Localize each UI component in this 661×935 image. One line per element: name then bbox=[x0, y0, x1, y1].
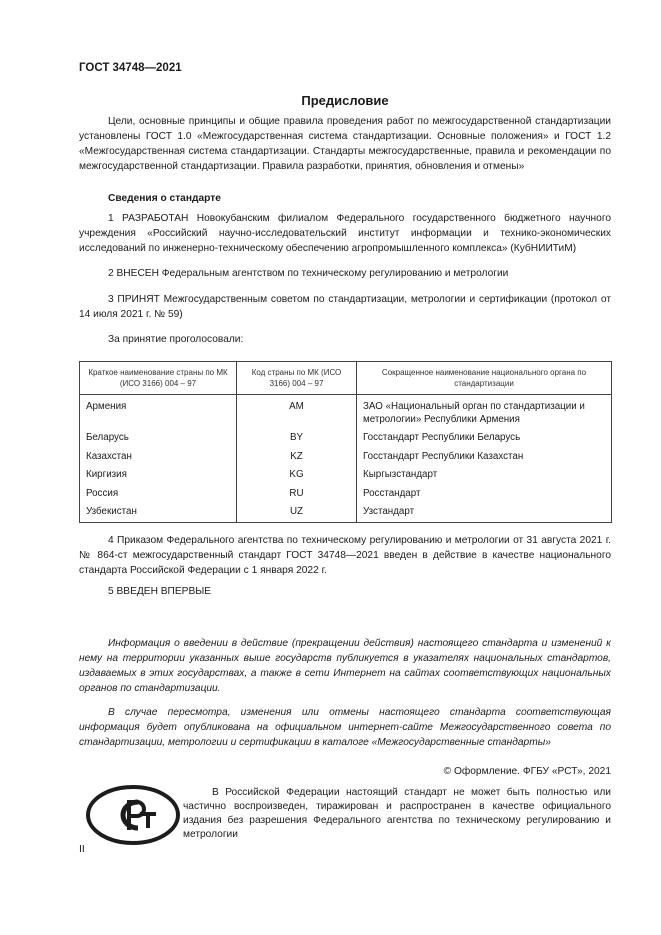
country-code: UZ bbox=[237, 503, 357, 522]
vote-table bbox=[79, 361, 612, 523]
country-code: BY bbox=[237, 429, 357, 448]
country-code: AM bbox=[237, 395, 357, 430]
header-country: Краткое наименование страны по МК (ИСО 3166) 004 – 97 bbox=[80, 362, 237, 395]
table-row bbox=[80, 448, 612, 467]
item-first-introduced: 5 ВВЕДЕН ВПЕРВЫЕ bbox=[108, 586, 212, 597]
vote-label: За принятие проголосовали: bbox=[108, 334, 244, 345]
country-name: Армения bbox=[80, 395, 237, 430]
standards-body: Узстандарт bbox=[357, 503, 612, 522]
table-row bbox=[80, 395, 612, 430]
table-row bbox=[80, 503, 612, 522]
copyright: © Оформление. ФГБУ «РСТ», 2021 bbox=[443, 766, 611, 777]
header-code: Код страны по МК (ИСО 3166) 004 – 97 bbox=[237, 362, 357, 395]
item-introduced: 2 ВНЕСЕН Федеральным агентством по техническому регулированию и метрологии bbox=[108, 268, 509, 279]
standards-body: Госстандарт Республики Беларусь bbox=[357, 429, 612, 448]
standards-body: Госстандарт Республики Казахстан bbox=[357, 448, 612, 467]
country-name: Россия bbox=[80, 485, 237, 504]
item-adopted: 3 ПРИНЯТ Межгосударственным советом по стандартизации, метрологии и сертификации (протокол от 14 июля 2021 г. № 59) bbox=[79, 294, 611, 320]
item-developed: 1 РАЗРАБОТАН Новокубанским филиалом Федерального государственного бюджетного научного учреждения «Российский научно-исследовательский институт информации и технико-экономических исследований по инженерно-техническому обеспечению агропромышленного комплекса» (КубНИИТиМ) bbox=[79, 213, 611, 254]
standards-body: ЗАО «Национальный орган по стандартизации и метрологии» Республики Армения bbox=[357, 395, 612, 430]
preface-intro: Цели, основные принципы и общие правила проведения работ по межгосударственной стандартизации установлены ГОСТ 1.0 «Межгосударственная система стандартизации. Основные положения» и ГОСТ 1.2 «Межгосударственная система стандартизации. Стандарты межгосударственные, правила и рекомендации по межгосударственной стандартизации. Правила разработки, принятия, обновления и отмены» bbox=[79, 116, 611, 172]
notice-info: Информация о введении в действие (прекращении действия) настоящего стандарта и изменений к нему на территории указанных выше государств публикуется в указателях национальных стандартов, издаваемых в этих государствах, а также в сети Интернет на сайтах соответствующих национальных органов по стандартизации. bbox=[79, 638, 611, 694]
country-name: Казахстан bbox=[80, 448, 237, 467]
header-body: Сокращенное наименование национального органа по стандартизации bbox=[357, 362, 612, 395]
preface-title: Предисловие bbox=[301, 93, 389, 108]
standards-body: Росстандарт bbox=[357, 485, 612, 504]
document-code: ГОСТ 34748—2021 bbox=[79, 62, 182, 74]
page-number: II bbox=[79, 843, 85, 855]
country-name: Киргизия bbox=[80, 466, 237, 485]
table-row bbox=[80, 429, 612, 448]
country-code: KZ bbox=[237, 448, 357, 467]
notice-revision: В случае пересмотра, изменения или отмены настоящего стандарта соответствующая информация будет опубликована на официальном интернет-сайте Межгосударственного совета по стандартизации, метрологии и сертификации в каталоге «Межгосударственные стандарты» bbox=[79, 707, 611, 748]
country-code: RU bbox=[237, 485, 357, 504]
country-name: Беларусь bbox=[80, 429, 237, 448]
table-row bbox=[80, 485, 612, 504]
rights-notice: В Российской Федерации настоящий стандарт не может быть полностью или частично воспроизведен, тиражирован и распространен в качестве официального издания без разрешения Федерального агентства по техническому регулированию и метрологии bbox=[183, 787, 611, 840]
country-code: KG bbox=[237, 466, 357, 485]
rst-logo-icon bbox=[85, 784, 181, 846]
standard-info-heading: Сведения о стандарте bbox=[108, 193, 221, 204]
table-row bbox=[80, 466, 612, 485]
item-enacted: 4 Приказом Федерального агентства по техническому регулированию и метрологии от 31 августа 2021 г. № 864-ст межгосударственный стандарт ГОСТ 34748—2021 введен в действие в качестве национального стандарта Российской Федерации с 1 января 2022 г. bbox=[79, 535, 611, 576]
vote-table-header bbox=[80, 362, 612, 395]
standards-body: Кыргызстандарт bbox=[357, 466, 612, 485]
country-name: Узбекистан bbox=[80, 503, 237, 522]
